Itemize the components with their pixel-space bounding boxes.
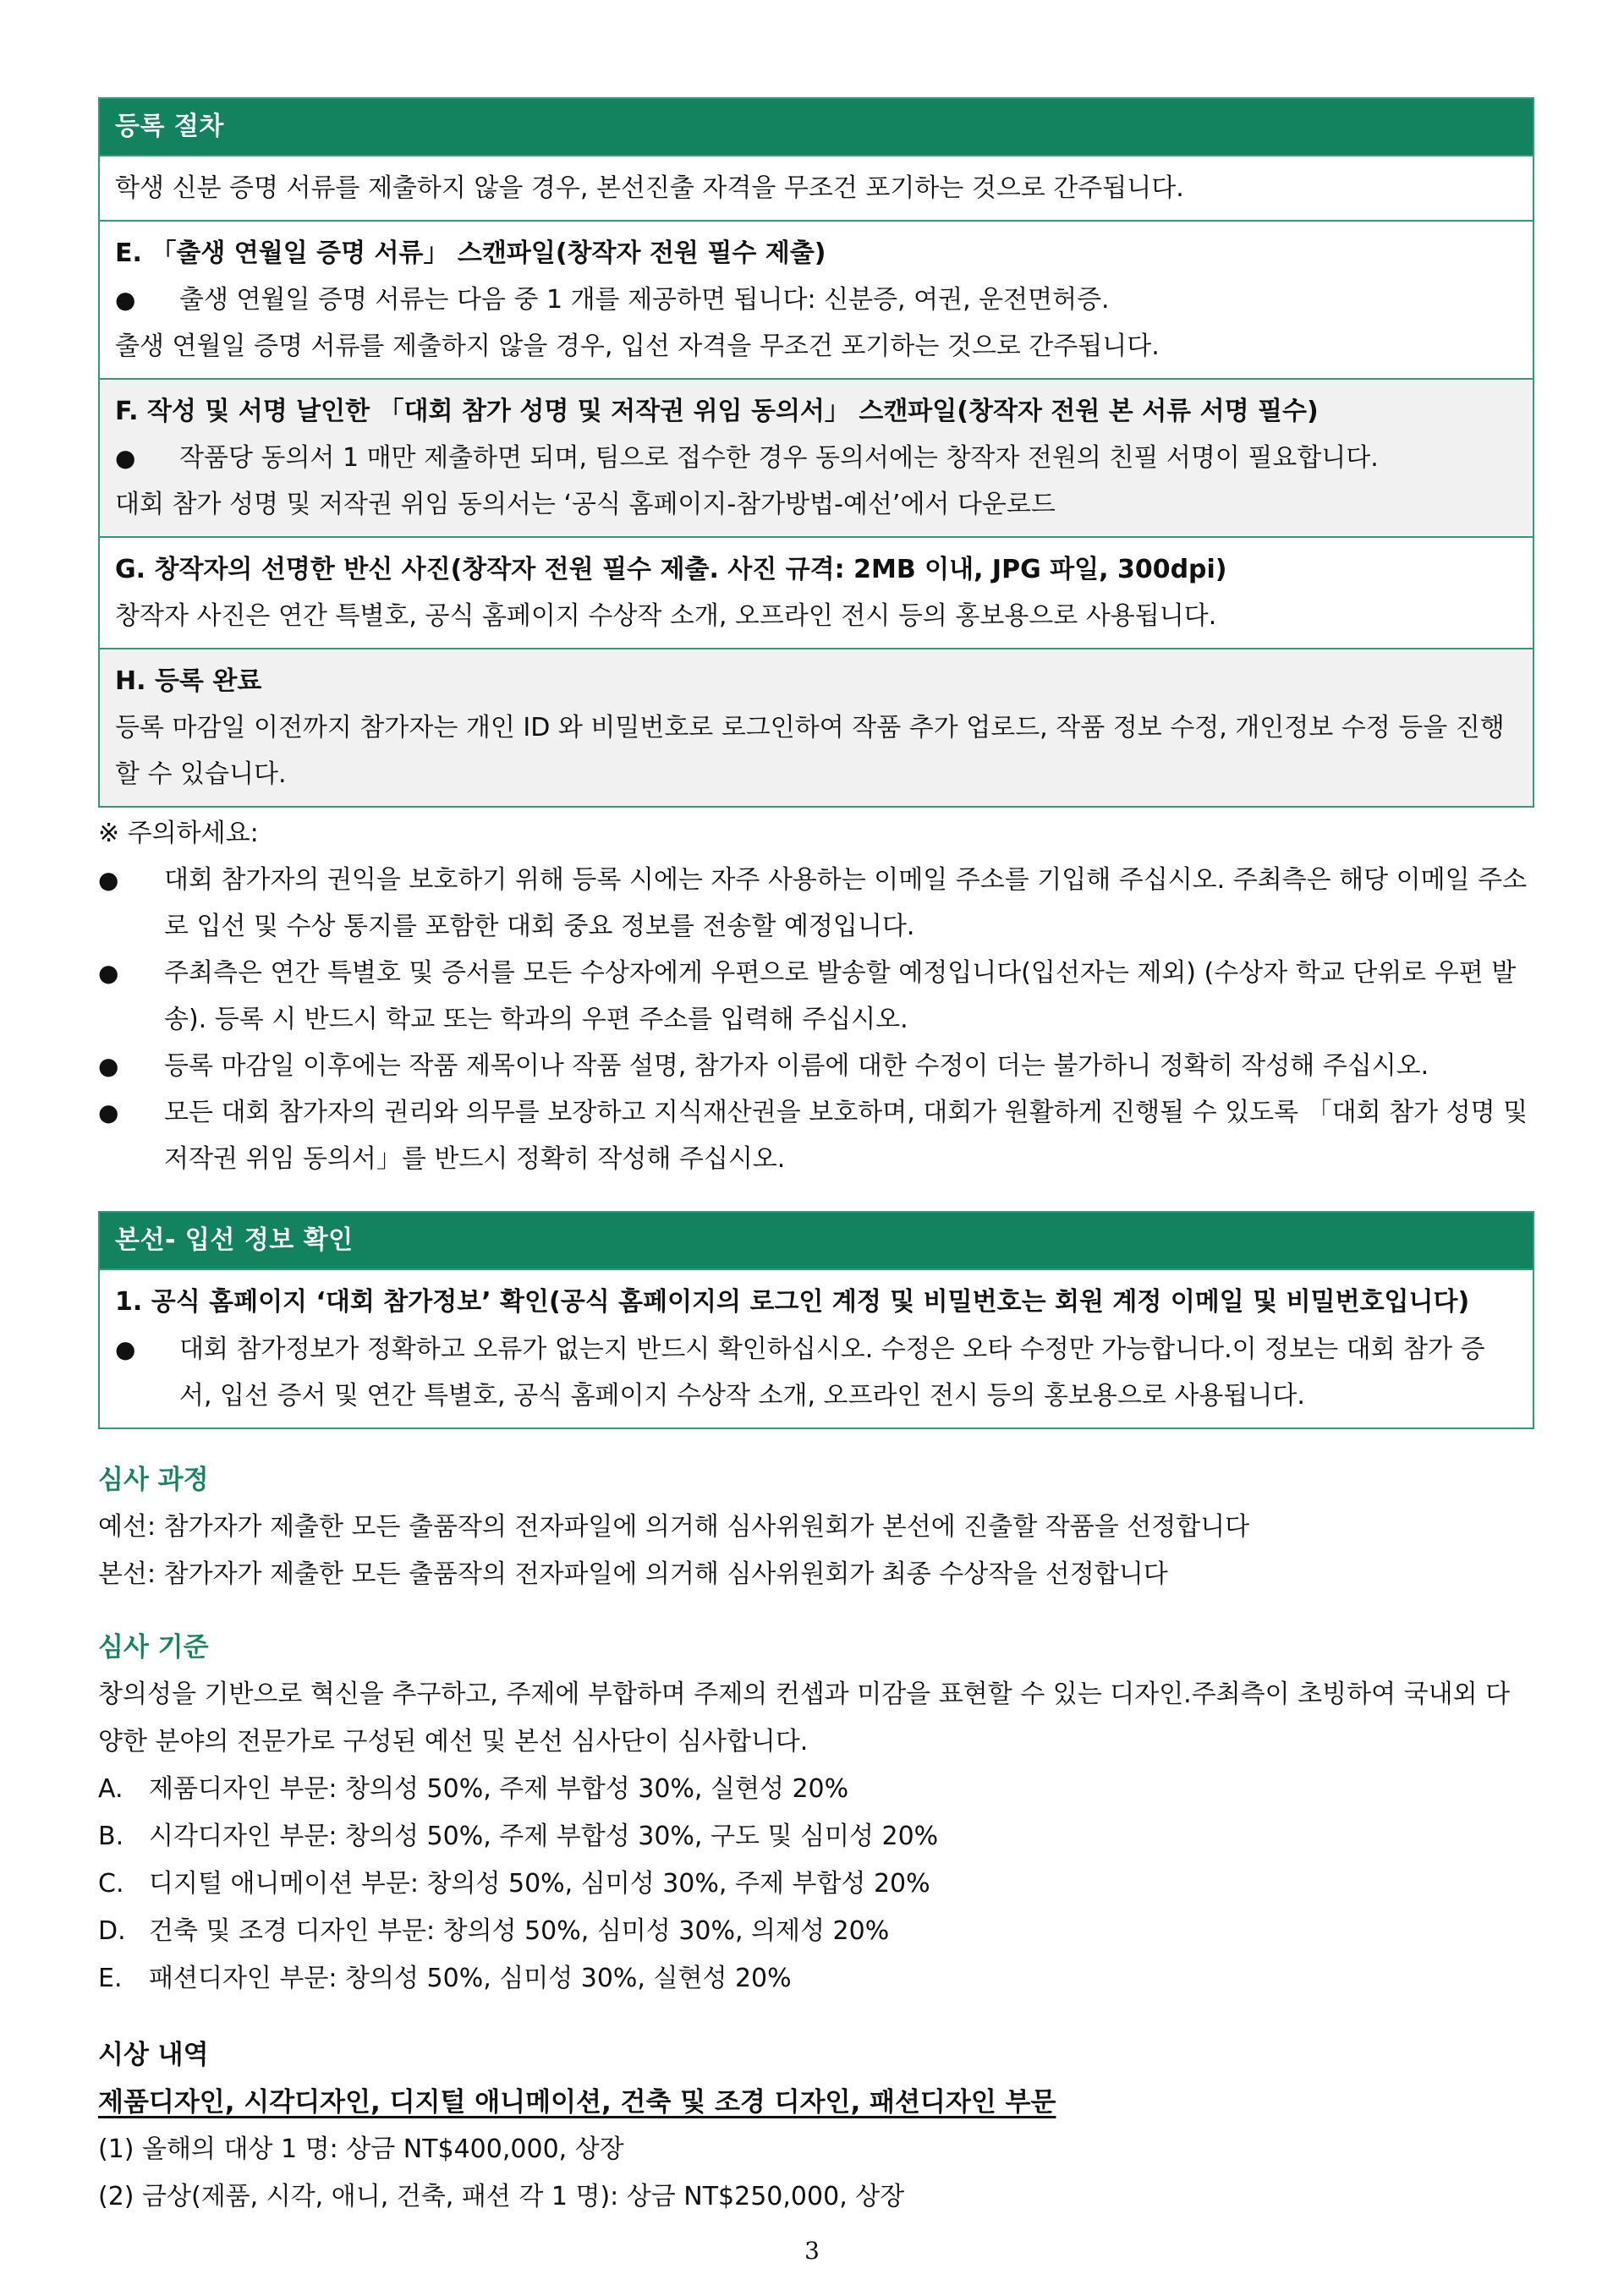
criteria-item-letter: B. — [98, 1822, 124, 1851]
item-f-bullet-text: 작품당 동의서 1 매만 제출하면 되며, 팀으로 접수한 경우 동의서에는 창작자 전원의 친필 서명이 필요합니다. — [179, 443, 1379, 473]
bullet-icon: ● — [98, 1099, 119, 1126]
bullet-icon: ● — [115, 444, 136, 472]
bullet-icon: ● — [98, 1052, 119, 1080]
notice-title: ※ 주의하세요: — [98, 819, 259, 848]
item-e-bullet — [115, 277, 1517, 323]
criteria-title: 심사 기준 — [98, 1632, 209, 1663]
item-h-title: H. 등록 완료 — [115, 666, 262, 696]
registration-item-h — [100, 648, 1533, 806]
criteria-item-letter: D. — [98, 1916, 126, 1946]
confirm-header: 본선- 입선 정보 확인 — [100, 1213, 1533, 1269]
criteria-item — [98, 1766, 1534, 1813]
registration-item-e — [100, 220, 1533, 378]
registration-intro-row — [100, 155, 1533, 220]
awards-title: 시상 내역 — [98, 2040, 209, 2070]
bullet-icon: ● — [98, 866, 119, 894]
registration-section — [98, 97, 1534, 808]
registration-item-g — [100, 536, 1533, 648]
bullet-icon: ● — [115, 286, 136, 314]
criteria-item — [98, 1813, 1534, 1860]
awards-section — [98, 2031, 1534, 2221]
criteria-item-text: 디지털 애니메이션 부문: 창의성 50%, 심미성 30%, 주제 부합성 20% — [149, 1869, 930, 1899]
bullet-icon: ● — [98, 959, 119, 987]
criteria-item — [98, 1955, 1534, 2003]
registration-intro: 학생 신분 증명 서류를 제출하지 않을 경우, 본선진출 자격을 무조건 포기하는 것으로 간주됩니다. — [115, 173, 1184, 203]
criteria-item-letter: C. — [98, 1869, 124, 1899]
criteria-item-text: 건축 및 조경 디자인 부문: 창의성 50%, 심미성 30%, 의제성 20% — [149, 1916, 890, 1946]
confirm-item-title — [115, 1279, 1517, 1326]
item-f-title: F. 작성 및 서명 날인한 「대회 참가 성명 및 저작권 위임 동의서」 스캔파일(창작자 전원 본 서류 서명 필수) — [115, 397, 1319, 426]
criteria-item-text: 패션디자인 부문: 창의성 50%, 심미성 30%, 실현성 20% — [149, 1964, 792, 1993]
awards-subtitle: 제품디자인, 시각디자인, 디지털 애니메이션, 건축 및 조경 디자인, 패션디자인 부문 — [98, 2087, 1056, 2118]
page-number: 3 — [804, 2237, 820, 2265]
registration-header: 등록 절차 — [100, 99, 1533, 155]
awards-line: (1) 올해의 대상 1 명: 상금 NT$400,000, 상장 — [98, 2134, 624, 2164]
notice-item-text: 대회 참가자의 권익을 보호하기 위해 등록 시에는 자주 사용하는 이메일 주소를 기입해 주십시오. 주최측은 해당 이메일 주소로 입선 및 수상 통지를 포함한 대회 중요 정보를 전송할 예정입니다. — [164, 865, 1528, 941]
bullet-icon: ● — [115, 1335, 136, 1363]
criteria-item-letter: E. — [98, 1964, 123, 1993]
notice-item — [98, 1043, 1534, 1089]
criteria-intro: 창의성을 기반으로 혁신을 추구하고, 주제에 부합하며 주제의 컨셉과 미감을 표현할 수 있는 디자인.주최측이 초빙하여 국내외 다양한 분야의 전문가로 구성된 예선 및 본선 심사단이 심사합니다. — [98, 1680, 1511, 1756]
confirm-section — [98, 1211, 1534, 1429]
review-process-section — [98, 1456, 1534, 1598]
review-process-title: 심사 과정 — [98, 1465, 209, 1495]
review-process-line: 본선: 참가자가 제출한 모든 출품작의 전자파일에 의거해 심사위원회가 최종 수상작을 선정합니다 — [98, 1559, 1168, 1589]
notice-item — [98, 857, 1534, 950]
item-f-bullet — [115, 435, 1517, 481]
notice-item — [98, 950, 1534, 1043]
registration-item-f — [100, 378, 1533, 536]
notice-item — [98, 1089, 1534, 1182]
item-f-note: 대회 참가 성명 및 저작권 위임 동의서는 ‘공식 홈페이지-참가방법-예선’에서 다운로드 — [115, 490, 1056, 519]
item-e-bullet-text: 출생 연월일 증명 서류는 다음 중 1 개를 제공하면 됩니다: 신분증, 여권, 운전면허증. — [179, 285, 1110, 315]
item-e-note: 출생 연월일 증명 서류를 제출하지 않을 경우, 입선 자격을 무조건 포기하는 것으로 간주됩니다. — [115, 332, 1160, 361]
criteria-item — [98, 1908, 1534, 1955]
awards-line: (2) 금상(제품, 시각, 애니, 건축, 패션 각 1 명): 상금 NT$250,000, 상장 — [98, 2182, 905, 2211]
item-g-note: 창작자 사진은 연간 특별호, 공식 홈페이지 수상작 소개, 오프라인 전시 등의 홍보용으로 사용됩니다. — [115, 601, 1217, 631]
notice-item-text: 주최측은 연간 특별호 및 증서를 모든 수상자에게 우편으로 발송할 예정입니다(입선자는 제외) (수상자 학교 단위로 우편 발송). 등록 시 반드시 학교 또는 학과의 우편 주소를 입력해 주십시오. — [164, 958, 1517, 1034]
criteria-item-letter: A. — [98, 1774, 123, 1804]
confirm-item-bullet-text: 대회 참가정보가 정확하고 오류가 없는지 반드시 확인하십시오. 수정은 오타 수정만 가능합니다.이 정보는 대회 참가 증서, 입선 증서 및 연간 특별호, 공식 홈페이지 수상작 소개, 오프라인 전시 등의 홍보용으로 사용됩니다. — [179, 1334, 1485, 1411]
criteria-item-text: 시각디자인 부문: 창의성 50%, 주제 부합성 30%, 구도 및 심미성 20% — [149, 1822, 939, 1851]
confirm-item-title-text: 1. 공식 홈페이지 ‘대회 참가정보’ 확인(공식 홈페이지의 로그인 계정 및 비밀번호는 회원 계정 이메일 및 비밀번호입니다) — [115, 1287, 1470, 1317]
confirm-item-bullet — [115, 1326, 1517, 1419]
notice-item-text: 등록 마감일 이후에는 작품 제목이나 작품 설명, 참가자 이름에 대한 수정이 더는 불가하니 정확히 작성해 주십시오. — [164, 1051, 1429, 1081]
page-content — [98, 97, 1534, 2221]
item-e-title: E. 「출생 연월일 증명 서류」 스캔파일(창작자 전원 필수 제출) — [115, 238, 826, 268]
criteria-item — [98, 1860, 1534, 1908]
notice-item-text: 모든 대회 참가자의 권리와 의무를 보장하고 지식재산권을 보호하며, 대회가 원활하게 진행될 수 있도록 「대회 참가 성명 및 저작권 위임 동의서」를 반드시 정확히 작성해 주십시오. — [164, 1098, 1528, 1174]
item-g-title: G. 창작자의 선명한 반신 사진(창작자 전원 필수 제출. 사진 규격: 2MB 이내, JPG 파일, 300dpi) — [115, 555, 1227, 584]
item-h-note: 등록 마감일 이전까지 참가자는 개인 ID 와 비밀번호로 로그인하여 작품 추가 업로드, 작품 정보 수정, 개인정보 수정 등을 진행할 수 있습니다. — [115, 713, 1505, 789]
confirm-item-1 — [100, 1269, 1533, 1427]
review-process-line: 예선: 참가자가 제출한 모든 출품작의 전자파일에 의거해 심사위원회가 본선에 진출할 작품을 선정합니다 — [98, 1512, 1250, 1542]
criteria-item-text: 제품디자인 부문: 창의성 50%, 주제 부합성 30%, 실현성 20% — [149, 1774, 849, 1804]
criteria-section — [98, 1624, 1534, 2003]
